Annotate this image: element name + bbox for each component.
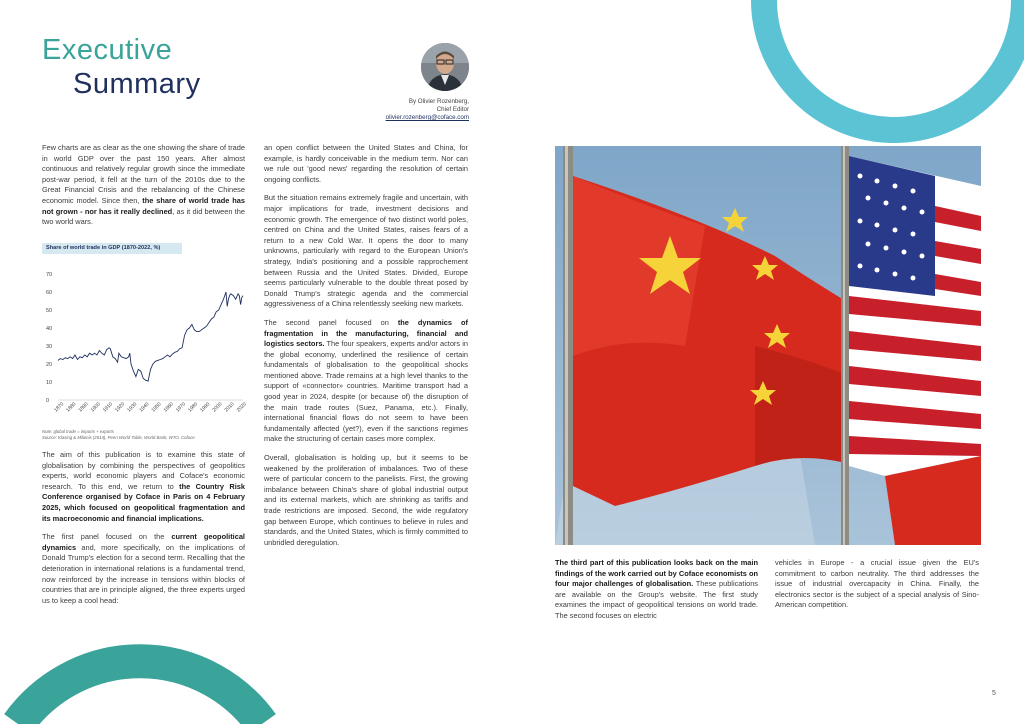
x-tick-label: 2010 [223, 401, 236, 414]
flags-photo [555, 146, 981, 545]
y-tick-label: 50 [46, 308, 53, 314]
x-tick-label: 1930 [126, 401, 139, 414]
x-tick-label: 1990 [199, 401, 212, 414]
series-line [58, 292, 243, 381]
paragraph: The second panel focused on the dynamics of fragmentation in the manufacturing, financial and logistics sectors. The four speakers, experts and/or actors in the global economy, underlined the resilience of certain fundamentals of globalisation to the geopolitical shocks mentioned above. Trade remains at a high level thanks to the support of «connector» countries. Maritime transport had a good year in 2024, despite (or because of) the disruption of the main trade routes (Suez, Panama, etc.). Finally, international financial flows do not seem to have been fundamentally affected (yet?), even if the sanctions regimes make the structuring of certain cases more complex. [264, 317, 468, 444]
y-tick-label: 70 [46, 272, 53, 278]
column-1-intro [42, 143, 245, 236]
chart-source-note [42, 429, 242, 440]
x-tick-label: 1950 [150, 401, 163, 414]
x-tick-label: 1960 [162, 401, 175, 414]
x-tick-label: 1910 [101, 401, 114, 414]
x-tick-label: 2000 [211, 401, 224, 414]
column-1-body [42, 450, 245, 614]
page-title-line2: Summary [73, 68, 201, 100]
y-tick-label: 60 [46, 290, 53, 296]
paragraph: Few charts are as clear as the one showing the share of trade in world GDP over the past 150 years. After almost continuous and relatively regular growth since the immediate post-war period, it fell at the turn of the 2010s due to the Great Financial Crisis and the rebalancing of the Chinese economic model. Since then, the share of world trade has not grown - nor has it really declined, as it did between the two world wars. [42, 143, 245, 227]
x-tick-label: 1980 [187, 401, 200, 414]
x-tick-label: 1920 [114, 401, 127, 414]
paragraph: vehicles in Europe - a crucial issue given the EU's commitment to carbon neutrality. The third addresses the issue of industrial overcapacity in China. Finally, the electronics sector is the subject of a special analysis of Sino-American competition. [775, 558, 979, 610]
author-email-link[interactable]: olivier.rozenberg@coface.com [385, 114, 469, 121]
paragraph: The third part of this publication looks back on the main findings of the work carried out by Coface economists on four major challenges of globalisation. These publications are available on the Group's website. The first study examines the impact of geopolitical tensions on world trade. The second focuses on electric [555, 558, 758, 620]
author-byline [386, 98, 469, 122]
paragraph: The first panel focused on the current geopolitical dynamics and, more specifically, on the implications of Donald Trump's election for a second term. Recalling that the deterioration in international relations is a fundamental trend, now reinforced by the increase in tensions within blocks of countries that are in principle aligned, the three experts urged us to keep a cool head: [42, 532, 245, 605]
author-role: Chief Editor [436, 106, 469, 113]
y-tick-label: 10 [46, 380, 53, 386]
author-avatar [421, 43, 469, 91]
column-3 [555, 558, 758, 630]
y-tick-label: 30 [46, 344, 53, 350]
chart-title: Share of world trade in GDP (1870-2022, %) [42, 243, 182, 254]
x-tick-label: 1940 [138, 401, 151, 414]
trade-share-chart [38, 262, 248, 430]
y-tick-label: 20 [46, 362, 53, 368]
column-2 [264, 143, 468, 556]
author-name: By Olivier Rozenberg, [408, 98, 469, 105]
x-tick-label: 1970 [174, 401, 187, 414]
paragraph: But the situation remains extremely fragile and uncertain, with major implications for trade, investment decisions and economic growth. The emergence of two distinct world poles, centred on China and the United States, raises fears of a return to a new Cold War. It opens the door to many unknowns, particularly with regard to the European Union's strategy, India's positioning and a possible rapprochement between Russia and the United States. Divided, Europe seems particularly vulnerable to the double threat posed by Donald Trump's strategic agenda and the commercial aggressiveness of a China relentlessly seeking new markets. [264, 193, 468, 309]
paragraph: an open conflict between the United States and China, for example, is hardly conceivable in the medium term. Nor can we rule out 'good news' regarding the resolution of certain ongoing conflicts. [264, 143, 468, 184]
page-number: 5 [992, 690, 996, 697]
column-4 [775, 558, 979, 619]
page-title-line1: Executive [42, 34, 173, 66]
y-tick-label: 40 [46, 326, 53, 332]
x-tick-label: 1900 [89, 401, 102, 414]
y-tick-label: 0 [46, 398, 50, 404]
x-tick-label: 2020 [235, 401, 248, 414]
x-tick-label: 1880 [65, 401, 78, 414]
paragraph: The aim of this publication is to examine this state of globalisation by combining the perspectives of geopolitics experts, world economic players and Coface's economic research. To this end, we return to the Country Risk Conference organised by Coface in Paris on 4 February 2025, which focused on geopolitical fragmentation and its macroeconomic and financial implications. [42, 450, 246, 523]
x-tick-label: 1870 [53, 401, 66, 414]
chart-note-line: Note: global trade = imports + exports [42, 429, 114, 434]
chart-source-line: Source: Klasing & Milionis (2014), Penn World Table, World Bank, WTO, Coface [42, 434, 195, 440]
paragraph: Overall, globalisation is holding up, but it seems to be weakened by the proliferation of imbalances. Two of these were of particular concern to the panelists. First, the growing imbalance between China's share of global industrial output and its external markets, which are shrinking as tariffs and trade restrictions are imposed. Second, the wide regulatory gap between Europe, which continues to believe in rules and standards, and the United States, which is firmly committed to unbridled deregulation. [264, 453, 468, 547]
x-tick-label: 1890 [77, 401, 90, 414]
